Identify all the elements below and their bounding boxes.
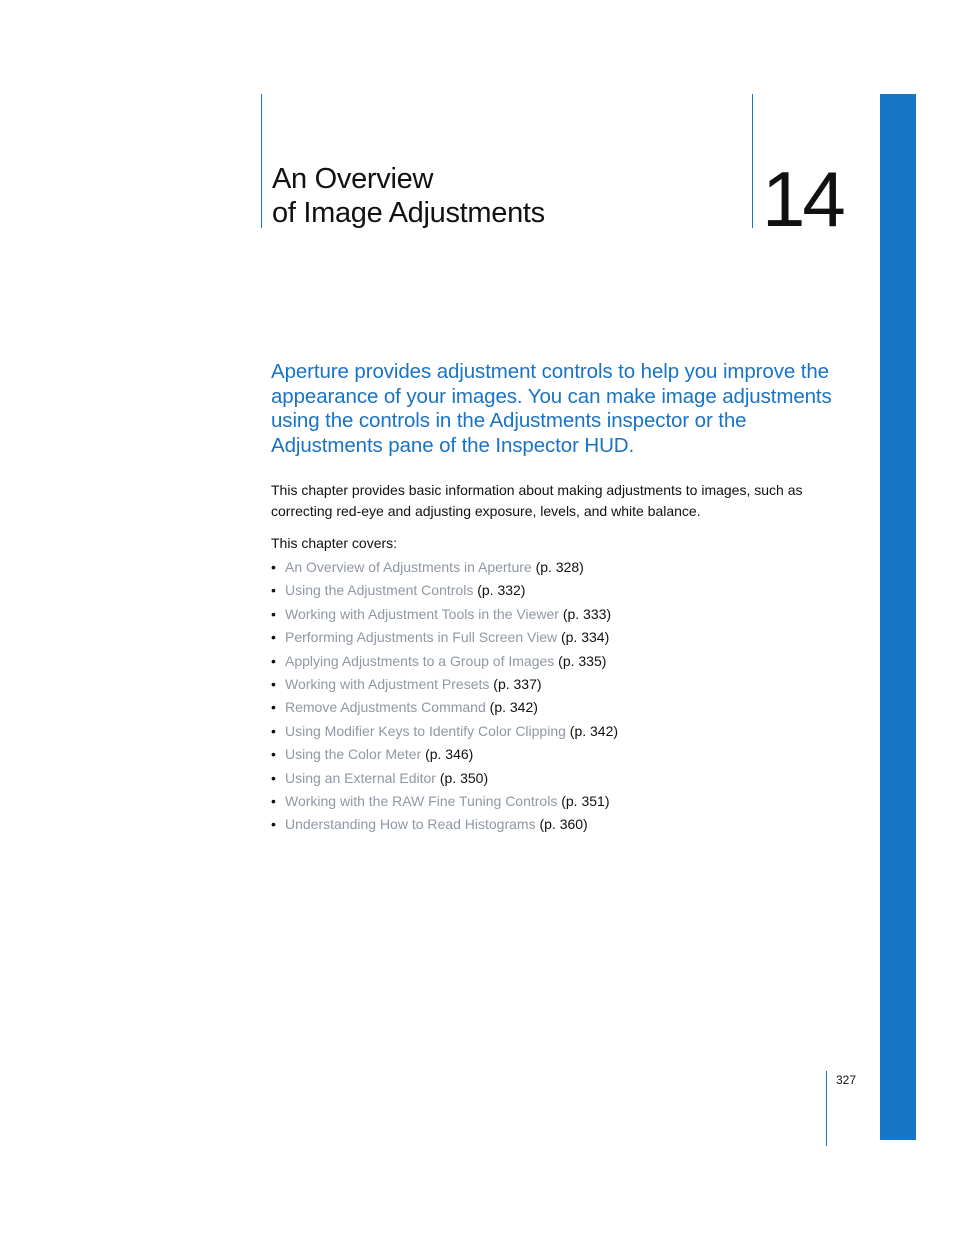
footer-rule [826,1071,827,1146]
toc-item [271,579,618,602]
bullet-icon: • [271,722,276,739]
toc-link[interactable]: Applying Adjustments to a Group of Images [285,652,555,669]
covers-label: This chapter covers: [271,535,398,551]
bullet-icon: • [271,559,276,575]
bullet-icon: • [271,699,276,716]
bullet-icon: • [271,582,276,599]
toc-item [271,556,618,579]
toc-item [271,696,618,719]
toc-page-ref: (p. 350) [439,769,489,786]
page-number: 327 [836,1073,857,1087]
bullet-icon: • [271,652,276,669]
toc-page-ref: (p. 335) [558,652,607,669]
bullet-icon: • [271,675,276,692]
toc-page-ref: (p. 334) [560,629,610,646]
toc-item [271,813,618,836]
toc-link[interactable]: An Overview of Adjustments in Aperture [285,559,532,575]
chapter-side-tab [880,94,916,1140]
toc-page-ref: (p. 337) [493,675,542,692]
toc-link[interactable]: Using an External Editor [285,769,436,786]
toc-link[interactable]: Understanding How to Read Histograms [285,816,536,833]
toc-link[interactable]: Using Modifier Keys to Identify Color Clipping [285,722,566,739]
toc-link[interactable]: Working with the RAW Fine Tuning Controls [285,792,558,809]
bullet-icon: • [271,816,276,833]
intro-paragraph: Aperture provides adjustment controls to help you improve the appearance of your images. You can make image adjustments using the controls in the Adjustments inspector or the Adjustments pane of the Inspector HUD. [271,360,832,457]
toc-page-ref: (p. 328) [535,559,584,575]
toc-link[interactable]: Working with Adjustment Tools in the Viewer [285,605,559,622]
bullet-icon: • [271,746,276,763]
toc-item [271,673,618,696]
bullet-icon: • [271,605,276,622]
chapter-title-line-1: An Overview [272,163,434,195]
toc-page-ref: (p. 333) [562,605,612,622]
toc-item [271,790,618,813]
chapter-title-line-2: of Image Adjustments [272,197,545,229]
toc-page-ref: (p. 360) [539,816,588,833]
toc-item [271,767,618,790]
bullet-icon: • [271,769,276,786]
toc-page-ref: (p. 342) [489,699,538,716]
toc-link[interactable]: Working with Adjustment Presets [285,675,490,692]
chapter-number: 14 [762,155,843,243]
toc-item [271,720,618,743]
toc-item [271,650,618,673]
chapter-title [272,162,545,230]
toc-link[interactable]: Using the Color Meter [285,746,422,763]
toc-link[interactable]: Using the Adjustment Controls [285,582,474,599]
toc-item [271,743,618,766]
title-left-rule [261,94,262,228]
title-right-rule [752,94,753,228]
toc-page-ref: (p. 332) [477,582,526,599]
bullet-icon: • [271,792,276,809]
body-paragraph: This chapter provides basic information about making adjustments to images, such as correcting red-eye and adjusting exposure, levels, and white balance. [271,482,803,519]
toc-page-ref: (p. 346) [425,746,474,763]
toc-link[interactable]: Remove Adjustments Command [285,699,486,716]
chapter-toc-list [271,556,618,837]
bullet-icon: • [271,629,276,646]
toc-page-ref: (p. 351) [561,792,610,809]
toc-link[interactable]: Performing Adjustments in Full Screen View [285,629,558,646]
toc-page-ref: (p. 342) [569,722,619,739]
toc-item [271,603,618,626]
toc-item [271,626,618,649]
